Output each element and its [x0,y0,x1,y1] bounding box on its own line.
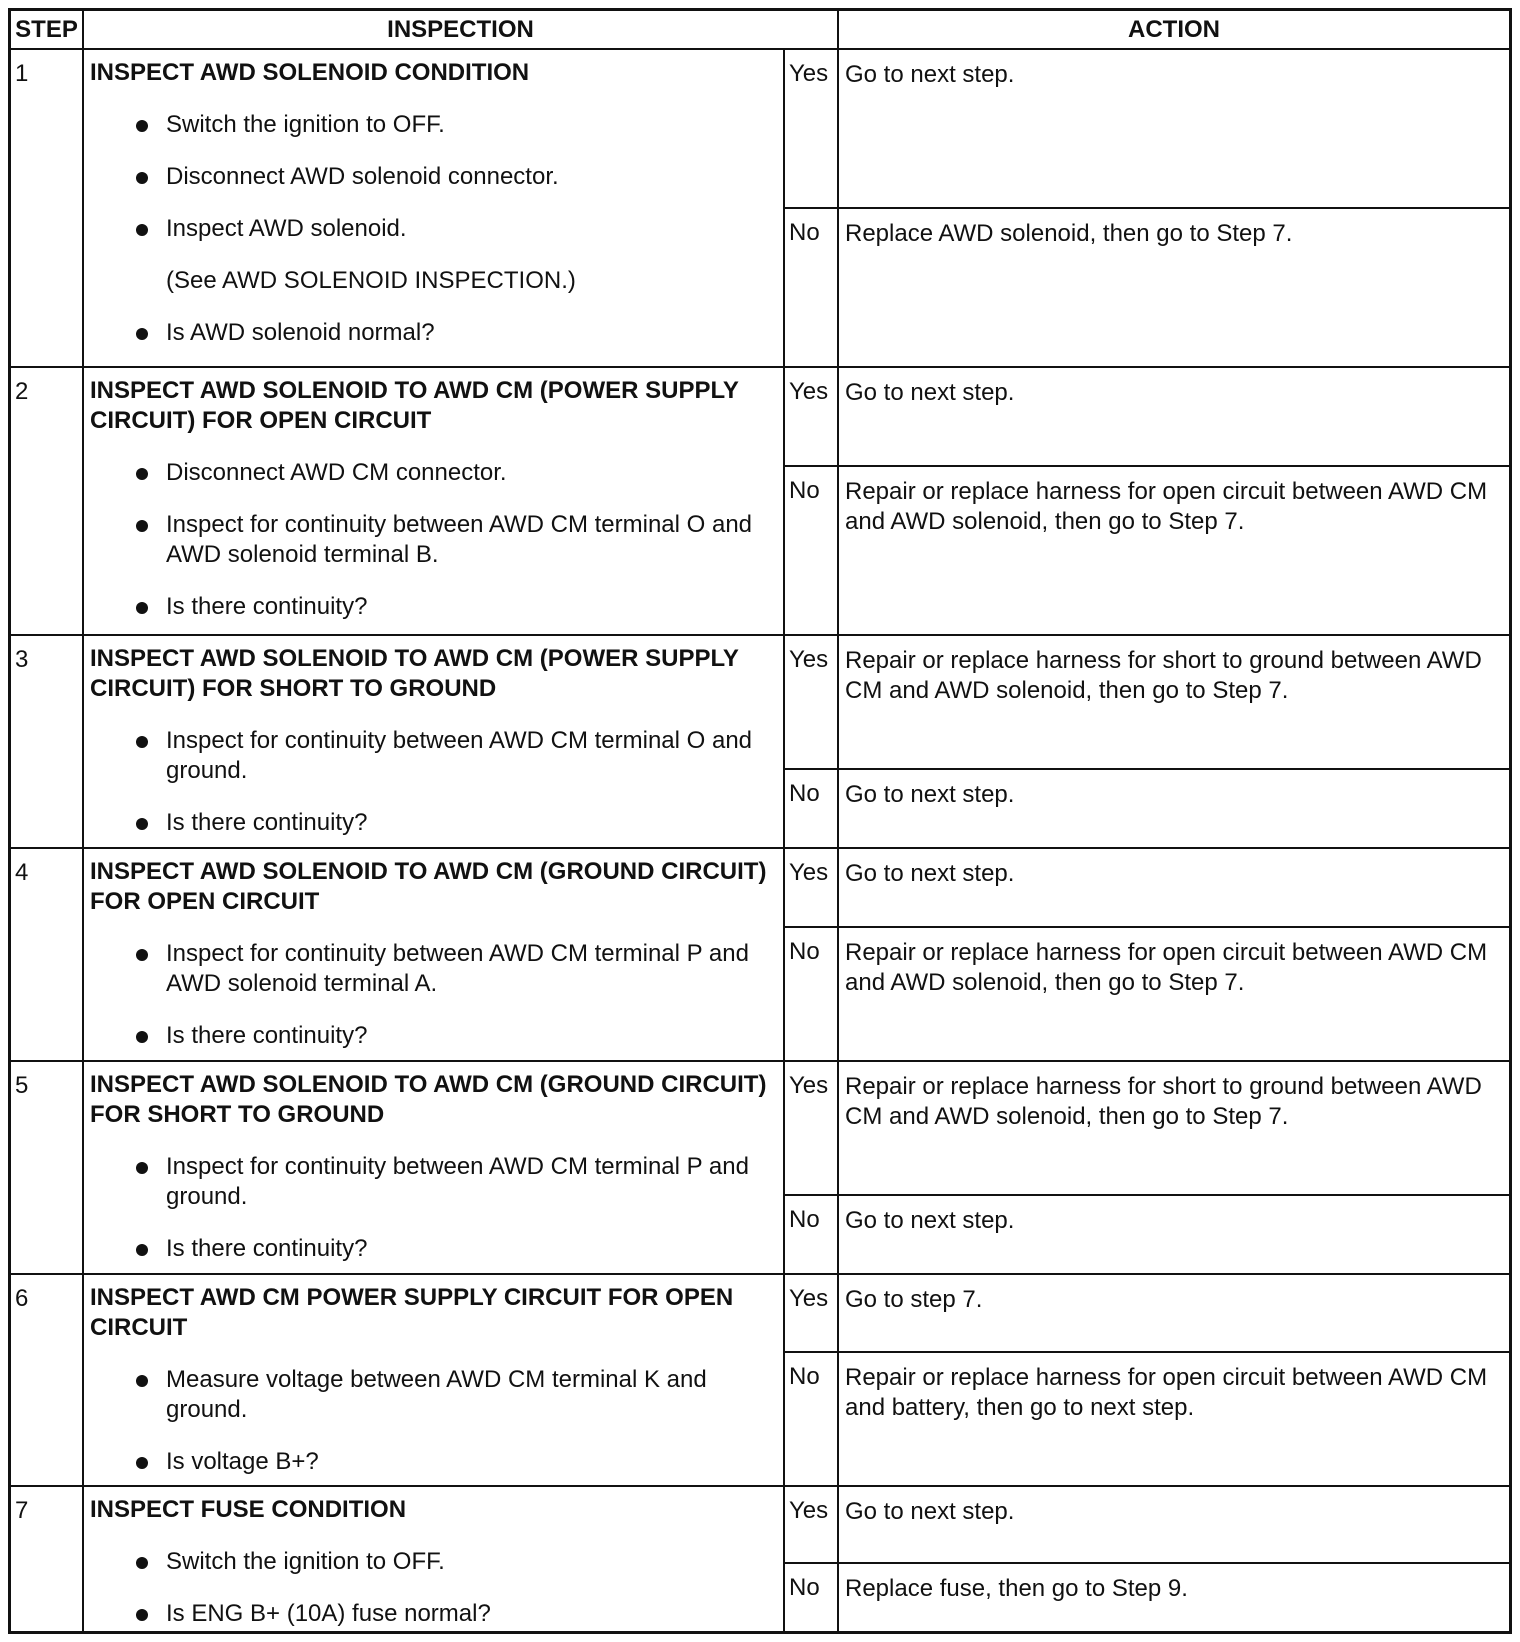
bullet-icon [136,468,148,480]
yes-action: Repair or replace harness for short to ground between AWD CM and AWD solenoid, then go to Step 7. [845,1073,1482,1130]
no-action: Replace fuse, then go to Step 9. [845,1575,1188,1602]
header-step: STEP [15,16,78,43]
reference-note: (See AWD SOLENOID INSPECTION.) [166,267,576,294]
step-number: 6 [15,1285,29,1312]
bullet-icon [136,328,148,340]
bullet-question: Is there continuity? [90,808,781,838]
yes-label: Yes [789,646,829,673]
bullet-icon [136,1609,148,1621]
bullet-question: Is AWD solenoid normal? [90,318,781,348]
inspection-cell [84,50,781,348]
step-number: 1 [15,60,29,87]
bullet-icon [136,1031,148,1043]
yes-action: Go to next step. [845,1498,1015,1525]
yes-action: Go to next step. [845,379,1015,406]
inspection-title: INSPECT AWD SOLENOID TO AWD CM (POWER SUPPLY CIRCUIT) FOR OPEN CIRCUIT [90,377,739,434]
yes-label: Yes [789,378,829,405]
inspection-cell [84,636,781,838]
inspection-cell [84,1062,781,1264]
inspection-cell [84,1487,781,1629]
bullet-icon [136,172,148,184]
inspection-title: INSPECT AWD SOLENOID TO AWD CM (GROUND CIRCUIT) FOR OPEN CIRCUIT [90,858,767,915]
bullet-icon [136,1457,148,1469]
no-action: Repair or replace harness for open circuit between AWD CM and battery, then go to next step. [845,1364,1488,1421]
step-number: 5 [15,1072,29,1099]
bullet-question: Is there continuity? [90,1234,781,1264]
inspection-title: INSPECT FUSE CONDITION [90,1496,407,1523]
inspection-cell [84,368,781,622]
yes-action: Repair or replace harness for short to ground between AWD CM and AWD solenoid, then go to Step 7. [845,647,1482,704]
no-label: No [789,219,820,246]
step-number: 2 [15,378,29,405]
bullet-item: Inspect for continuity between AWD CM terminal P and AWD solenoid terminal A. [90,939,781,999]
bullet-icon [136,602,148,614]
no-label: No [789,1574,820,1601]
bullet-icon [136,949,148,961]
no-label: No [789,780,820,807]
bullet-question: Is voltage B+? [90,1447,781,1477]
bullet-question: Is there continuity? [90,1021,781,1051]
step-number: 7 [15,1497,29,1524]
bullet-item: Disconnect AWD CM connector. [90,458,781,488]
inspection-title: INSPECT AWD CM POWER SUPPLY CIRCUIT FOR OPEN CIRCUIT [90,1284,734,1341]
bullet-question: Is ENG B+ (10A) fuse normal? [90,1599,781,1629]
no-label: No [789,1206,820,1233]
yes-label: Yes [789,1072,829,1099]
bullet-icon [136,736,148,748]
inspection-title: INSPECT AWD SOLENOID TO AWD CM (GROUND CIRCUIT) FOR SHORT TO GROUND [90,1071,767,1128]
no-action: Replace AWD solenoid, then go to Step 7. [845,220,1293,247]
bullet-icon [136,120,148,132]
bullet-icon [136,520,148,532]
header-action: ACTION [1128,16,1220,43]
bullet-icon [136,1557,148,1569]
step-number: 4 [15,859,29,886]
bullet-item: Inspect for continuity between AWD CM terminal P and ground. [90,1152,781,1212]
bullet-icon [136,1375,148,1387]
yes-action: Go to next step. [845,860,1015,887]
no-action: Go to next step. [845,781,1015,808]
bullet-icon [136,1244,148,1256]
bullet-item: Inspect AWD solenoid. [90,214,781,244]
bullet-icon [136,818,148,830]
yes-label: Yes [789,1497,829,1524]
yes-action: Go to next step. [845,61,1015,88]
bullet-item: Switch the ignition to OFF. [90,1547,781,1577]
yes-action: Go to step 7. [845,1286,983,1313]
step-number: 3 [15,646,29,673]
inspection-title: INSPECT AWD SOLENOID CONDITION [90,59,530,86]
no-label: No [789,477,820,504]
yes-label: Yes [789,1285,829,1312]
no-label: No [789,1363,820,1390]
bullet-icon [136,224,148,236]
yes-label: Yes [789,859,829,886]
bullet-item: Inspect for continuity between AWD CM terminal O and ground. [90,726,781,786]
bullet-question: Is there continuity? [90,592,781,622]
inspection-title: INSPECT AWD SOLENOID TO AWD CM (POWER SUPPLY CIRCUIT) FOR SHORT TO GROUND [90,645,739,702]
no-action: Repair or replace harness for open circuit between AWD CM and AWD solenoid, then go to Step 7. [845,478,1488,535]
bullet-icon [136,1162,148,1174]
no-action: Go to next step. [845,1207,1015,1234]
inspection-cell [84,1275,781,1477]
bullet-item: Inspect for continuity between AWD CM terminal O and AWD solenoid terminal B. [90,510,781,570]
yes-label: Yes [789,60,829,87]
bullet-item: Disconnect AWD solenoid connector. [90,162,781,192]
header-inspection: INSPECTION [387,16,534,43]
inspection-cell [84,849,781,1051]
bullet-item: Measure voltage between AWD CM terminal K and ground. [90,1365,781,1425]
bullet-item: Switch the ignition to OFF. [90,110,781,140]
no-label: No [789,938,820,965]
no-action: Repair or replace harness for open circuit between AWD CM and AWD solenoid, then go to Step 7. [845,939,1488,996]
